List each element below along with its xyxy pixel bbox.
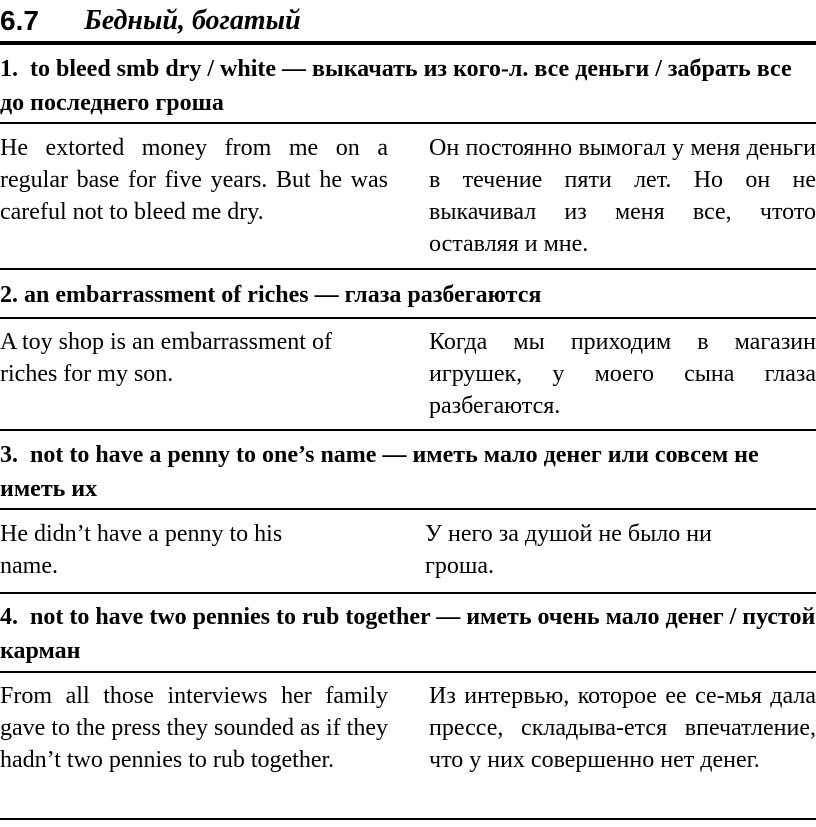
entry-2-heading: 2. an embarrassment of riches — глаза разбегаются — [0, 282, 542, 308]
entry-3-english: He didn’t have a penny to his name. — [0, 521, 283, 579]
section-header — [0, 4, 816, 42]
entry-1-english: He extorted money from me on a regular base for five years. But he was careful not to bleed me dry. — [0, 135, 388, 225]
entry-3-heading: 3. not to have a penny to one’s name — иметь мало денег или совсем не иметь их — [0, 442, 765, 502]
entry-2-end-rule — [0, 429, 816, 431]
entry-4-english: From all those interviews her family gave to the press they sounded as if they hadn’t two pennies to rub together. — [0, 683, 388, 773]
entry-4-end-rule — [0, 818, 816, 820]
section-number: 6.7 — [0, 5, 39, 36]
entry-4-russian: Из интервью, которое ее се-мья дала прессе, складыва-ется впечатление, что у них совершенно нет денег. — [429, 683, 816, 773]
section-title: Бедный, богатый — [84, 5, 301, 36]
entry-3-russian: У него за душой не было ни гроша. — [425, 521, 712, 579]
entry-2-english: A toy shop is an embarrassment of riches for my son. — [0, 329, 332, 387]
entry-3-heading-rule — [0, 508, 816, 510]
entry-2-russian: Когда мы приходим в магазин игрушек, у моего сына глаза разбегаются. — [429, 329, 816, 419]
entry-2-heading-rule — [0, 317, 816, 319]
entry-1-heading-rule — [0, 122, 816, 124]
entry-1-heading: 1. to bleed smb dry / white — выкачать из кого-л. все деньги / забрать все до последнего гроша — [0, 56, 798, 116]
entry-1-end-rule — [0, 268, 816, 270]
entry-4-heading-rule — [0, 671, 816, 673]
entry-4-heading: 4. not to have two pennies to rub together — иметь очень мало денег / пустой карман — [0, 604, 816, 664]
entry-3-end-rule — [0, 592, 816, 594]
entry-1-russian: Он постоянно вымогал у меня деньги в течение пяти лет. Но он не выкачивал из меня все, чтото оставляя и мне. — [429, 135, 816, 257]
header-rule — [0, 41, 816, 45]
